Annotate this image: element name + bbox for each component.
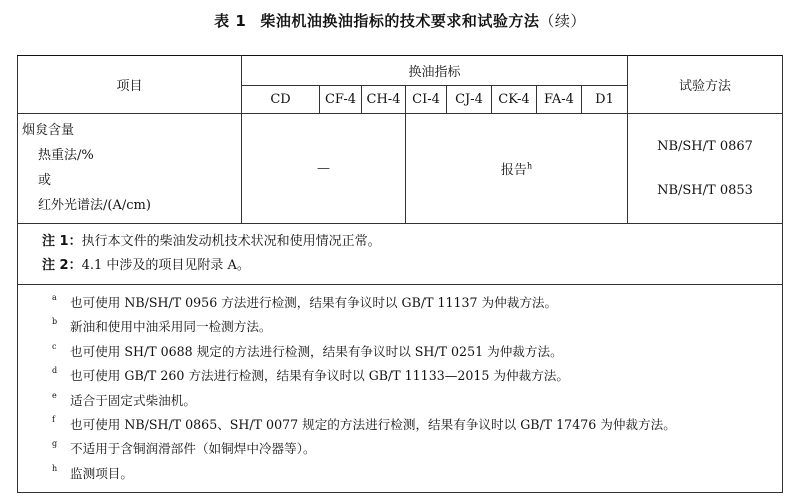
spec-table	[17, 55, 783, 493]
grade-cj4: CJ-4	[447, 86, 492, 114]
item-soot-content	[18, 114, 242, 224]
report-cell	[406, 114, 628, 224]
note-label: 注 2：	[42, 258, 82, 273]
footnote-mark: a	[52, 293, 57, 302]
method-cell	[628, 114, 783, 224]
note-text: 4.1 中涉及的项目见附录 A。	[81, 258, 250, 273]
grade-d1: D1	[582, 86, 628, 114]
report-text: 报告	[500, 163, 527, 178]
footnote-mark: f	[52, 415, 55, 425]
footnote-mark: b	[52, 317, 58, 327]
footnote-item	[52, 389, 748, 413]
item-line: 热重法/%	[38, 148, 94, 163]
note-item	[42, 254, 758, 278]
table-number: 表 1	[214, 12, 247, 30]
footnote-item	[52, 315, 748, 339]
table-title	[0, 10, 800, 31]
footnote-item	[52, 340, 748, 364]
footnote-mark: c	[52, 341, 57, 351]
footnote-mark: g	[52, 439, 58, 449]
footnote-text: 新油和使用中油采用同一检测方法。	[70, 319, 272, 335]
note-item	[42, 230, 758, 254]
footnote-text: 也可使用 GB/T 260 方法进行检测，结果有争议时以 GB/T 11133—2015 为仲裁方法。	[70, 368, 569, 384]
table-title-text: 柴油机油换油指标的技术要求和试验方法	[260, 12, 540, 30]
footnote-text: 也可使用 NB/SH/T 0865、SH/T 0077 规定的方法进行检测，结果有争议时以 GB/T 17476 为仲裁方法。	[70, 417, 676, 433]
note-text: 执行本文件的柴油发动机技术状况和使用情况正常。	[81, 234, 381, 249]
dash-cell: —	[242, 114, 406, 224]
method-infrared: NB/SH/T 0853	[657, 182, 753, 198]
method-thermogravimetric: NB/SH/T 0867	[657, 138, 753, 154]
report-footnote-mark: h	[526, 161, 533, 171]
header-item: 项目	[18, 56, 242, 114]
footnote-mark: h	[52, 463, 58, 473]
grade-ch4: CH-4	[362, 86, 406, 114]
footnote-item	[52, 462, 748, 486]
grade-ci4: CI-4	[406, 86, 447, 114]
footnote-text: 也可使用 SH/T 0688 规定的方法进行检测，结果有争议时以 SH/T 0251 为仲裁方法。	[70, 343, 563, 359]
footnote-mark: e	[52, 390, 57, 400]
footnote-item	[52, 437, 748, 461]
grade-cf4: CF-4	[320, 86, 362, 114]
header-method: 试验方法	[628, 56, 783, 114]
item-line: 烟炱含量	[22, 123, 75, 138]
item-line: 红外光谱法/(A/cm)	[38, 198, 151, 213]
header-indicators: 换油指标	[242, 56, 628, 86]
item-line: 或	[38, 173, 52, 188]
grade-cd: CD	[242, 86, 320, 114]
footnote-text: 不适用于含铜润滑部件（如铜焊中冷器等）。	[70, 441, 316, 457]
footnote-mark: d	[52, 366, 58, 376]
footnote-text: 也可使用 NB/SH/T 0956 方法进行检测，结果有争议时以 GB/T 11137 为仲裁方法。	[70, 295, 558, 310]
table-continued-label: （续）	[539, 12, 586, 30]
grade-ck4: CK-4	[492, 86, 537, 114]
grade-fa4: FA-4	[537, 86, 582, 114]
footnote-item	[52, 291, 748, 315]
footnotes-cell	[18, 285, 783, 493]
note-label: 注 1：	[42, 234, 82, 249]
footnote-item	[52, 364, 748, 388]
footnote-text: 监测项目。	[70, 465, 133, 481]
footnote-item	[52, 413, 748, 437]
footnote-text: 适合于固定式柴油机。	[70, 392, 196, 408]
notes-cell	[18, 224, 783, 285]
